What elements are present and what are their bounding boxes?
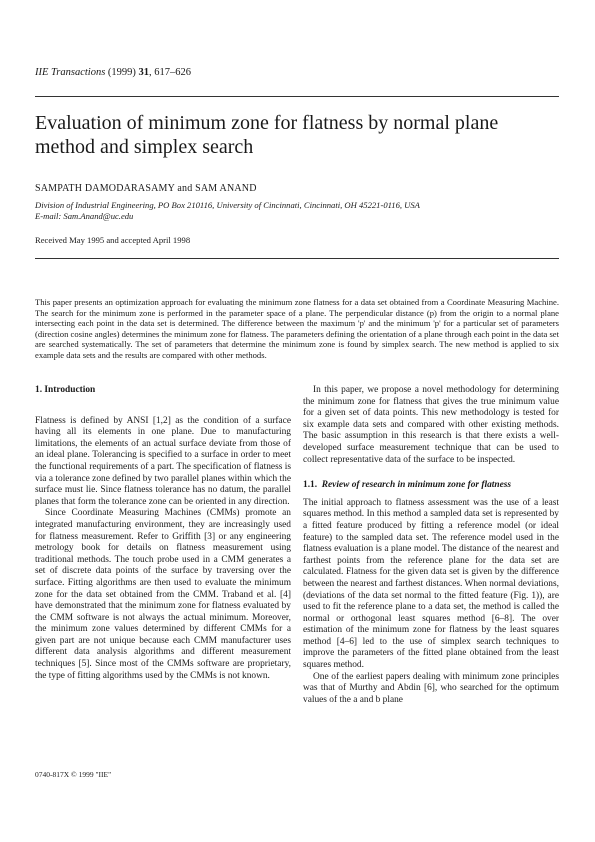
intro-paragraph-3: In this paper, we propose a novel methodology for determining the minimum zone for flatness that gives the true minimum value for a given set of data points. This new methodology is tested for six example data sets and compared with other existing methods. The basic assumption in this research is that there exists a well-developed surface measurement technique that can be used to collect representative data of the surface to be inspected. [303, 385, 559, 465]
right-column [303, 385, 559, 706]
paper-title: Evaluation of minimum zone for flatness by normal plane method and simplex search [35, 112, 499, 158]
intro-paragraph-1: Flatness is defined by ANSI [1,2] as the condition of a surface having all its elements in one plane. Due to manufacturing limitations, the elements of an actual surface deviate from those of an ideal plane. Tolerancing is specified to a surface in order to meet the functional requirements of a part. The specification of flatness is via a tolerance zone defined by two parallel planes within which the surface must lie. Since flatness tolerance has no datum, the parallel planes that form the tolerance zone can be oriented in any direction. [35, 415, 291, 507]
review-paragraph-1: The initial approach to flatness assessment was the use of a least squares method. In this method a sampled data set is represented by a fitted feature produced by fitting a reference model (or ideal feature) to the sampled data set. The reference model used in the flatness evaluation is a plane model. The distance of the nearest and farthest points from the reference plane for the data set are calculated. Flatness for the given data set is given by the difference between the nearest and farthest distances. When normal deviations, (deviations of the data set normal to the fitted feature (Fig. 1)), are used to fit the reference plane to a data set, the method is called the normal or orthogonal least squares method [6–8]. The over estimation of the minimum zone for flatness by the least squares method [4–6] led to the use of simplex search techniques to improve the parameters of the fitted plane obtained from the least squares method. [303, 497, 559, 671]
journal-pages: , 617–626 [149, 67, 192, 78]
journal-volume: 31 [138, 67, 150, 78]
review-paragraph-2: One of the earliest papers dealing with minimum zone principles was that of Murthy and Abdin [6], who searched for the optimum values of the a and b plane [303, 671, 559, 705]
affiliation-email: E-mail: Sam.Anand@uc.edu [35, 211, 134, 221]
left-column [35, 385, 291, 682]
journal-name: IIE Transactions [35, 67, 106, 78]
journal-citation [35, 66, 191, 79]
copyright-footer: 0740-817X © 1999 "IIE" [35, 770, 112, 779]
abstract: This paper presents an optimization approach for evaluating the minimum zone flatness for a data set obtained from a Coordinate Measuring Machine. The search for the minimum zone is performed in the parameter space of a plane. The perpendicular distance (p) from the origin to a normal plane intersecting each point in the data set is determined. The difference between the maximum 'p' and the minimum 'p' for a particular set of parameters (direction cosine angles) determines the minimum zone for flatness. The parameters defining the orientation of a plane through each point in the data set are searched systematically. The set of parameters that determine the minimum zone is found by simplex search. The new method is applied to six example data sets and the results are compared with other methods. [35, 297, 559, 360]
abstract-divider [35, 258, 559, 259]
subsection-title: Review of research in minimum zone for flatness [321, 480, 512, 491]
affiliation-address: Division of Industrial Engineering, PO Box 210116, University of Cincinnati, Cincinnati, OH 45221-0116, USA [35, 200, 420, 210]
authors: SAMPATH DAMODARASAMY and SAM ANAND [35, 183, 257, 194]
affiliation [35, 200, 559, 222]
journal-year: (1999) [107, 67, 136, 78]
received-date: Received May 1995 and accepted April 1998 [35, 235, 191, 245]
subsection-heading [303, 480, 559, 492]
section-heading: 1. Introduction [35, 385, 96, 395]
subsection-number: 1.1. [303, 480, 318, 491]
top-divider [35, 96, 559, 97]
intro-paragraph-2: Since Coordinate Measuring Machines (CMMs) promote an integrated manufacturing environment, they are increasingly used for flatness measurement. Refer to Griffith [3] or any engineering metrology book for details on flatness measurement using traditional methods. The touch probe used in a CMM generates a set of discrete data points of the surface by traversing over the surface. Fitting algorithms are then used to evaluate the minimum zone for the data set obtained from the CMM. Traband et al. [4] have demonstrated that the minimum zone for flatness evaluated by the CMM software is not always the actual minimum. Moreover, the minimum zone values determined by different CMMs for a given part are not unique because each CMM manufacturer uses different data analysis algorithms and different measurement techniques [5]. Since most of the CMMs software are proprietary, the type of fitting algorithms used by the CMMs is not known. [35, 508, 291, 681]
